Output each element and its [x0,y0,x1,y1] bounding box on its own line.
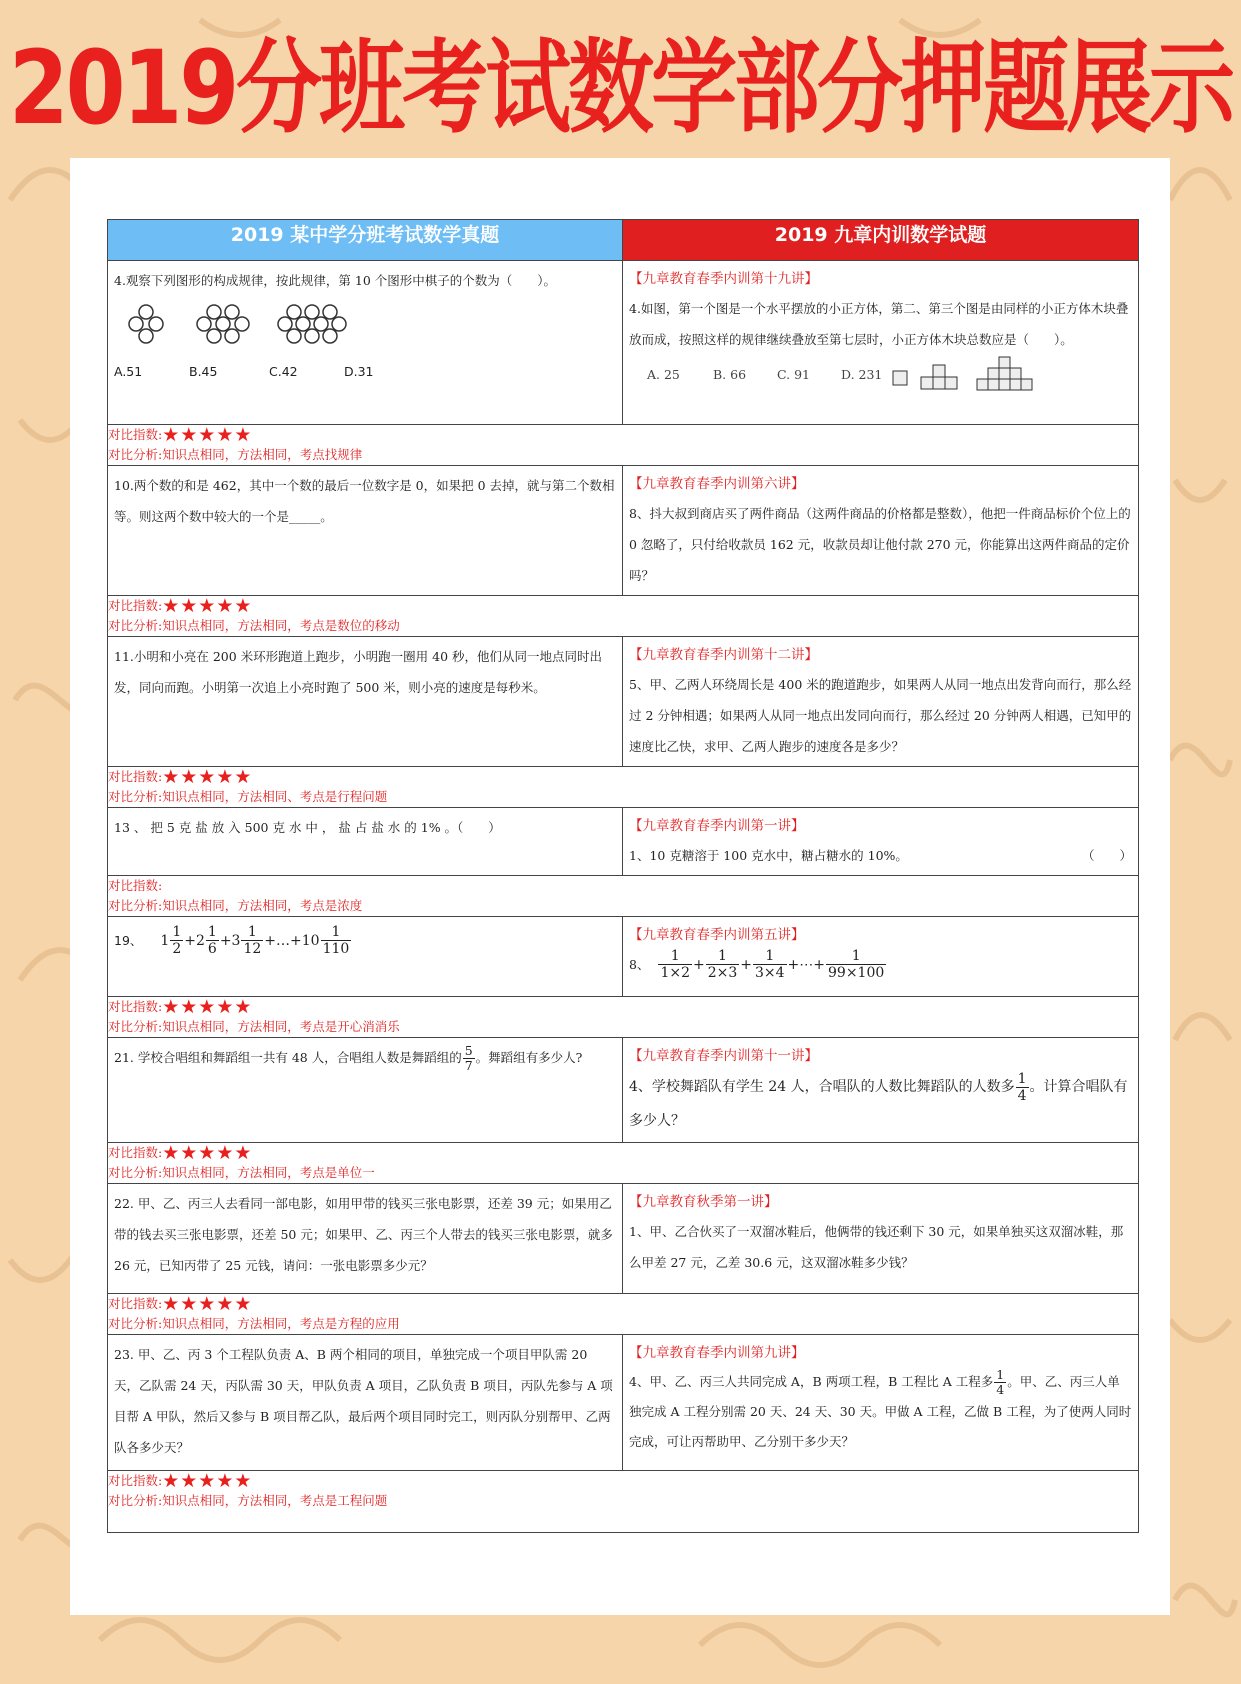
source-label: 【九章教育春季内训第十一讲】 [629,1048,818,1064]
analysis-text: 知识点相同，方法相同，考点是数位的移动 [162,618,400,633]
left-question: 13 、 把 5 克 盐 放 入 500 克 水 中 ， 盐 占 盐 水 的 1% 。（ ） [108,808,623,876]
analysis-text: 知识点相同，方法相同，考点是工程问题 [162,1493,388,1508]
math-expression: $\frac{1}{1\times 2}$ + $\frac{1}{2\times 3}$ + $\frac{1}{3\times 4}$ +⋯+ $\frac{1}{99\times 100}$ [660,948,885,981]
answer-options: A. 25 B. 66 C. 91 D. 231 [647,366,883,382]
poster-title: 2019分班考试数学部分押题展示 [8,29,1233,148]
analysis-row [108,1143,1139,1184]
right-question: 【九章教育春季内训第十二讲】 5、甲、乙两人环绕周长是 400 米的跑道跑步，如果两人从同一地点出发背向而行，那么经过 2 分钟相遇；如果两人从同一地点出发同向而行，那么经过 20 分钟两人相遇，已知甲的速度比乙快，求甲、乙两人跑步的速度各是多少？ [623,637,1139,767]
rating-stars: ★★★★★ [162,424,253,446]
cube-stack-diagram [891,355,1056,393]
analysis-label: 对比分析: [108,1019,163,1034]
analysis-label: 对比分析: [108,618,163,633]
analysis-text: 知识点相同，方法相同，考点是方程的应用 [162,1316,400,1331]
right-question: 【九章教育春季内训第一讲】 1、10 克糖溶于 100 克水中，糖占糖水的 10%。 （ ） [623,808,1139,876]
analysis-text: 知识点相同，方法相同、考点是行程问题 [162,789,388,804]
content-panel [70,158,1170,1615]
index-label: 对比指数: [108,598,163,613]
index-label: 对比指数: [108,1296,163,1311]
table-row [108,261,1139,425]
source-label: 【九章教育秋季第一讲】 [629,1194,778,1210]
analysis-text: 知识点相同，方法相同，考点是浓度 [162,898,363,913]
table-row [108,917,1139,997]
rating-stars: ★★★★★ [162,595,253,617]
table-header-row [108,220,1139,261]
rating-stars: ★★★★★ [162,996,253,1018]
index-label: 对比指数: [108,1473,163,1488]
header-left: 2019 某中学分班考试数学真题 [108,220,623,261]
answer-blank: （ ） [1081,848,1132,863]
analysis-text: 知识点相同，方法相同，考点是单位一 [162,1165,375,1180]
analysis-text: 知识点相同，方法相同，考点找规律 [162,447,363,462]
rating-stars: ★★★★★ [162,766,253,788]
analysis-row [108,997,1139,1038]
source-label: 【九章教育春季内训第六讲】 [629,476,805,492]
right-question: 【九章教育春季内训第十九讲】 4.如图，第一个图是一个水平摆放的小正方体，第二、第三个图是由同样的小正方体木块叠放而成，按照这样的规律继续叠放至第七层时，小正方体木块总数应是（ ）。 A. 25 B. 66 C. 91 D. 231 [623,261,1139,425]
index-label: 对比指数: [108,878,163,893]
index-label: 对比指数: [108,769,163,784]
right-question: 【九章教育春季内训第五讲】 8、 $\frac{1}{1\times 2}$ + $\frac{1}{2\times 3}$ + $\frac{1}{3\times 4}$ +⋯+ $\frac{1}{99\times 100}$ [623,917,1139,997]
table-row [108,466,1139,596]
source-label: 【九章教育春季内训第十九讲】 [629,271,818,287]
table-row [108,1184,1139,1294]
right-question: 【九章教育秋季第一讲】 1、甲、乙合伙买了一双溜冰鞋后，他俩带的钱还剩下 30 元，如果单独买这双溜冰鞋，那么甲差 27 元，乙差 30.6 元，这双溜冰鞋多少钱？ [623,1184,1139,1294]
source-label: 【九章教育春季内训第一讲】 [629,818,805,834]
analysis-row [108,596,1139,637]
analysis-label: 对比分析: [108,789,163,804]
table-row [108,808,1139,876]
analysis-row [108,425,1139,466]
right-question: 【九章教育春季内训第十一讲】 4、学校舞蹈队有学生 24 人，合唱队的人数比舞蹈队的人数多 $\frac{1}{4}$ 。计算合唱队有多少人？ [623,1038,1139,1143]
analysis-label: 对比分析: [108,1316,163,1331]
source-label: 【九章教育春季内训第十二讲】 [629,647,818,663]
index-label: 对比指数: [108,999,163,1014]
analysis-label: 对比分析: [108,1493,163,1508]
source-label: 【九章教育春季内训第九讲】 [629,1345,805,1361]
header-right: 2019 九章内训数学试题 [623,220,1139,261]
rating-stars: ★★★★★ [162,1142,253,1164]
left-question: 19、 1 $\frac{1}{2}$ +2 $\frac{1}{6}$ +3 $\frac{1}{12}$ +…+10 $\frac{1}{110}$ [108,917,623,997]
answer-options: A.51 B.45 C.42 D.31 [114,364,374,379]
rating-stars: ★★★★★ [162,1470,253,1492]
left-question: 10.两个数的和是 462，其中一个数的最后一位数字是 0，如果把 0 去掉，就与第二个数相等。则这两个数中较大的一个是_____。 [108,466,623,596]
left-question: 21. 学校合唱组和舞蹈组一共有 48 人，合唱组人数是舞蹈组的 $\frac{5}{7}$ 。舞蹈组有多少人? [108,1038,623,1143]
analysis-row [108,876,1139,917]
analysis-row [108,1294,1139,1335]
table-row [108,1038,1139,1143]
right-question: 【九章教育春季内训第六讲】 8、抖大叔到商店买了两件商品（这两件商品的价格都是整数），他把一件商品标价个位上的 0 忽略了，只付给收款员 162 元，收款员却让他付款 270 元，你能算出这两件商品的定价吗？ [623,466,1139,596]
analysis-row [108,1471,1139,1533]
analysis-label: 对比分析: [108,447,163,462]
analysis-text: 知识点相同，方法相同，考点是开心消消乐 [162,1019,400,1034]
chess-pieces-figure [122,302,616,348]
analysis-label: 对比分析: [108,898,163,913]
right-question: 【九章教育春季内训第九讲】 4、甲、乙、丙三人共同完成 A，B 两项工程，B 工程比 A 工程多 $\frac{1}{4}$ 。甲、乙、丙三人单独完成 A 工程分别需 20 天、24 天、30 天。甲做 A 工程，乙做 B 工程，为了使两人同时完成，可让丙帮助甲、乙分别干多少天？ [623,1335,1139,1471]
left-question: 4.观察下列图形的构成规律，按此规律，第 10 个图形中棋子的个数为（ ）。 A.51 B.45 C.42 D.31 [108,261,623,425]
index-label: 对比指数: [108,1145,163,1160]
analysis-row [108,767,1139,808]
chess-pieces-diagram [122,302,372,346]
left-question: 23. 甲、乙、丙 3 个工程队负责 A、B 两个相同的项目，单独完成一个项目甲队需 20 天，乙队需 24 天，丙队需 30 天，甲队负责 A 项目，乙队负责 B 项目，丙队先参与 A 项目帮 A 甲队，然后又参与 B 项目帮乙队，最后两个项目同时完工，则丙队分别帮甲、乙两队各多少天？ [108,1335,623,1471]
left-question: 11.小明和小亮在 200 米环形跑道上跑步，小明跑一圈用 40 秒，他们从同一地点同时出发，同向而跑。小明第一次追上小亮时跑了 500 米，则小亮的速度是每秒米。 [108,637,623,767]
math-expression: 1 $\frac{1}{2}$ +2 $\frac{1}{6}$ +3 $\frac{1}{12}$ +…+10 $\frac{1}{110}$ [160,924,350,957]
table-row [108,1335,1139,1471]
index-label: 对比指数: [108,427,163,442]
left-question: 22. 甲、乙、丙三人去看同一部电影，如用甲带的钱买三张电影票，还差 39 元；如果用乙带的钱去买三张电影票，还差 50 元；如果甲、乙、丙三个人带去的钱买三张电影票，就多 26 元，已知丙带了 25 元钱，请问：一张电影票多少元？ [108,1184,623,1294]
table-row [108,637,1139,767]
source-label: 【九章教育春季内训第五讲】 [629,927,805,943]
analysis-label: 对比分析: [108,1165,163,1180]
comparison-table [107,219,1139,1533]
rating-stars: ★★★★★ [162,1293,253,1315]
